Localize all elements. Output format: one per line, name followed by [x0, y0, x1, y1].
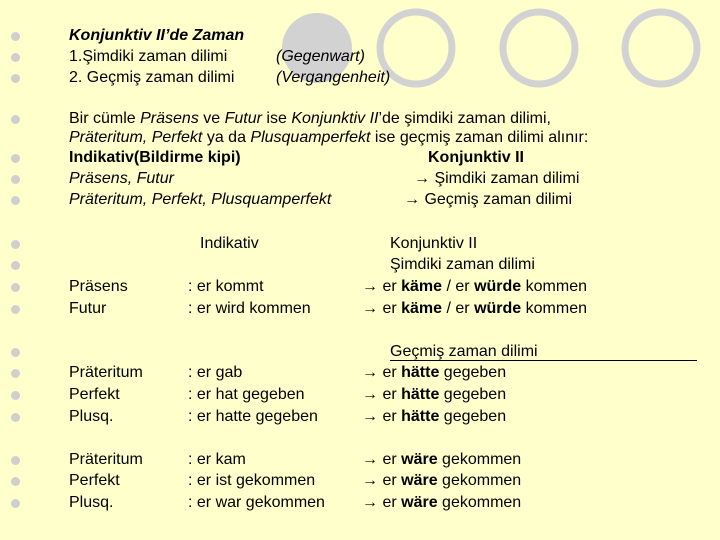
text: gegeben [439, 364, 507, 381]
maps-present: → Şimdiki zaman dilimi [414, 170, 580, 187]
row-konjunktiv-form [362, 450, 521, 470]
row-konjunktiv-form [362, 277, 587, 297]
term: Präsens [140, 110, 199, 127]
bullet [11, 456, 20, 465]
item-past-de: (Vergangenheit) [276, 69, 391, 86]
bullet [11, 348, 20, 357]
row-tense-label: Präsens [69, 278, 128, 295]
bullet [11, 175, 20, 184]
emphasis: wäre [401, 451, 438, 468]
text: → er [362, 278, 402, 295]
row-indikativ-form: : er ist gekommen [188, 472, 316, 489]
emphasis: käme [401, 278, 443, 295]
row-indikativ-form: : er hat gegeben [188, 386, 305, 403]
column-head-indikativ: Indikativ [200, 235, 259, 252]
maps-past: → Geçmiş zaman dilimi [404, 191, 573, 208]
text: ise [261, 110, 292, 127]
row-konjunktiv-form [362, 407, 506, 427]
row-tense-label: Plusq. [69, 494, 114, 511]
text: Bir cümle [69, 110, 141, 127]
decor-circle-4 [625, 12, 697, 84]
tenses-past: Präteritum, Perfekt, Plusquamperfekt [69, 191, 332, 208]
text: gekommen [437, 472, 522, 489]
row-indikativ-form: : er kam [188, 451, 246, 468]
decor-circle-2 [380, 12, 452, 84]
item-present-tr: 1.Şimdiki zaman dilimi [69, 48, 228, 65]
row-konjunktiv-form [362, 493, 521, 513]
text: → er [362, 494, 402, 511]
emphasis: hätte [401, 386, 440, 403]
divider [390, 360, 697, 361]
row-indikativ-form: : er war gekommen [188, 494, 325, 511]
row-indikativ-form: : er wird kommen [188, 300, 311, 317]
bullet [11, 196, 20, 205]
explanation-line-1 [69, 109, 551, 129]
bullet [11, 74, 20, 83]
text: / er [442, 300, 475, 317]
text: gegeben [439, 386, 507, 403]
text: → er [362, 386, 402, 403]
row-indikativ-form: : er kommt [188, 278, 264, 295]
item-past-tr: 2. Geçmiş zaman dilimi [69, 69, 235, 86]
emphasis: käme [401, 300, 443, 317]
bullet [11, 499, 20, 508]
tenses-present: Präsens, Futur [69, 170, 174, 187]
text: → er [362, 472, 402, 489]
section-title: Konjunktiv II’de Zaman [69, 27, 245, 44]
term: Konjunktiv II [291, 110, 379, 127]
term: Futur [224, 110, 262, 127]
bullet [11, 391, 20, 400]
text: ise geçmiş zaman dilimi alınır: [370, 129, 589, 146]
text: kommen [521, 278, 587, 295]
bullet [11, 413, 20, 422]
emphasis: wäre [401, 472, 438, 489]
row-tense-label: Perfekt [69, 386, 120, 403]
text: → er [362, 364, 402, 381]
row-indikativ-form: : er gab [188, 364, 243, 381]
row-konjunktiv-form [362, 471, 521, 491]
bullet [11, 32, 20, 41]
text: → er [362, 451, 402, 468]
row-konjunktiv-form [362, 363, 506, 383]
row-indikativ-form: : er hatte gegeben [188, 408, 318, 425]
bullet [11, 261, 20, 270]
bullet [11, 305, 20, 314]
row-konjunktiv-form [362, 385, 506, 405]
bullet [11, 154, 20, 163]
row-konjunktiv-form [362, 299, 587, 319]
text: → er [362, 300, 402, 317]
column-head-past: Geçmiş zaman dilimi [390, 343, 538, 360]
emphasis: wäre [401, 494, 438, 511]
text: gekommen [437, 451, 522, 468]
term: Präteritum, Perfekt [69, 129, 203, 146]
row-tense-label: Plusq. [69, 408, 114, 425]
text: → er [362, 408, 402, 425]
bullet [11, 240, 20, 249]
emphasis: hätte [401, 364, 440, 381]
explanation-line-2 [69, 128, 588, 148]
text: kommen [521, 300, 587, 317]
row-tense-label: Perfekt [69, 472, 120, 489]
row-tense-label: Präteritum [69, 451, 143, 468]
emphasis: hätte [401, 408, 440, 425]
decor-circle-3 [503, 12, 575, 84]
text: ve [198, 110, 225, 127]
bullet [11, 283, 20, 292]
text: ya da [202, 129, 251, 146]
column-head-present: Şimdiki zaman dilimi [390, 256, 535, 273]
column-head-konjunktiv: Konjunktiv II [390, 235, 478, 252]
mood-indikativ-label: Indikativ(Bildirme kipi) [69, 149, 241, 166]
text: / er [442, 278, 475, 295]
row-tense-label: Präteritum [69, 364, 143, 381]
bullet [11, 53, 20, 62]
text: gegeben [439, 408, 507, 425]
term: Plusquamperfekt [250, 129, 371, 146]
item-present-de: (Gegenwart) [276, 48, 365, 65]
bullet [11, 369, 20, 378]
emphasis: würde [474, 278, 522, 295]
emphasis: würde [474, 300, 522, 317]
bullet [11, 115, 20, 124]
text: ’de şimdiki zaman dilimi, [378, 110, 551, 127]
bullet [11, 477, 20, 486]
row-tense-label: Futur [69, 300, 107, 317]
mood-konjunktiv-label: Konjunktiv II [428, 149, 524, 166]
text: gekommen [437, 494, 522, 511]
